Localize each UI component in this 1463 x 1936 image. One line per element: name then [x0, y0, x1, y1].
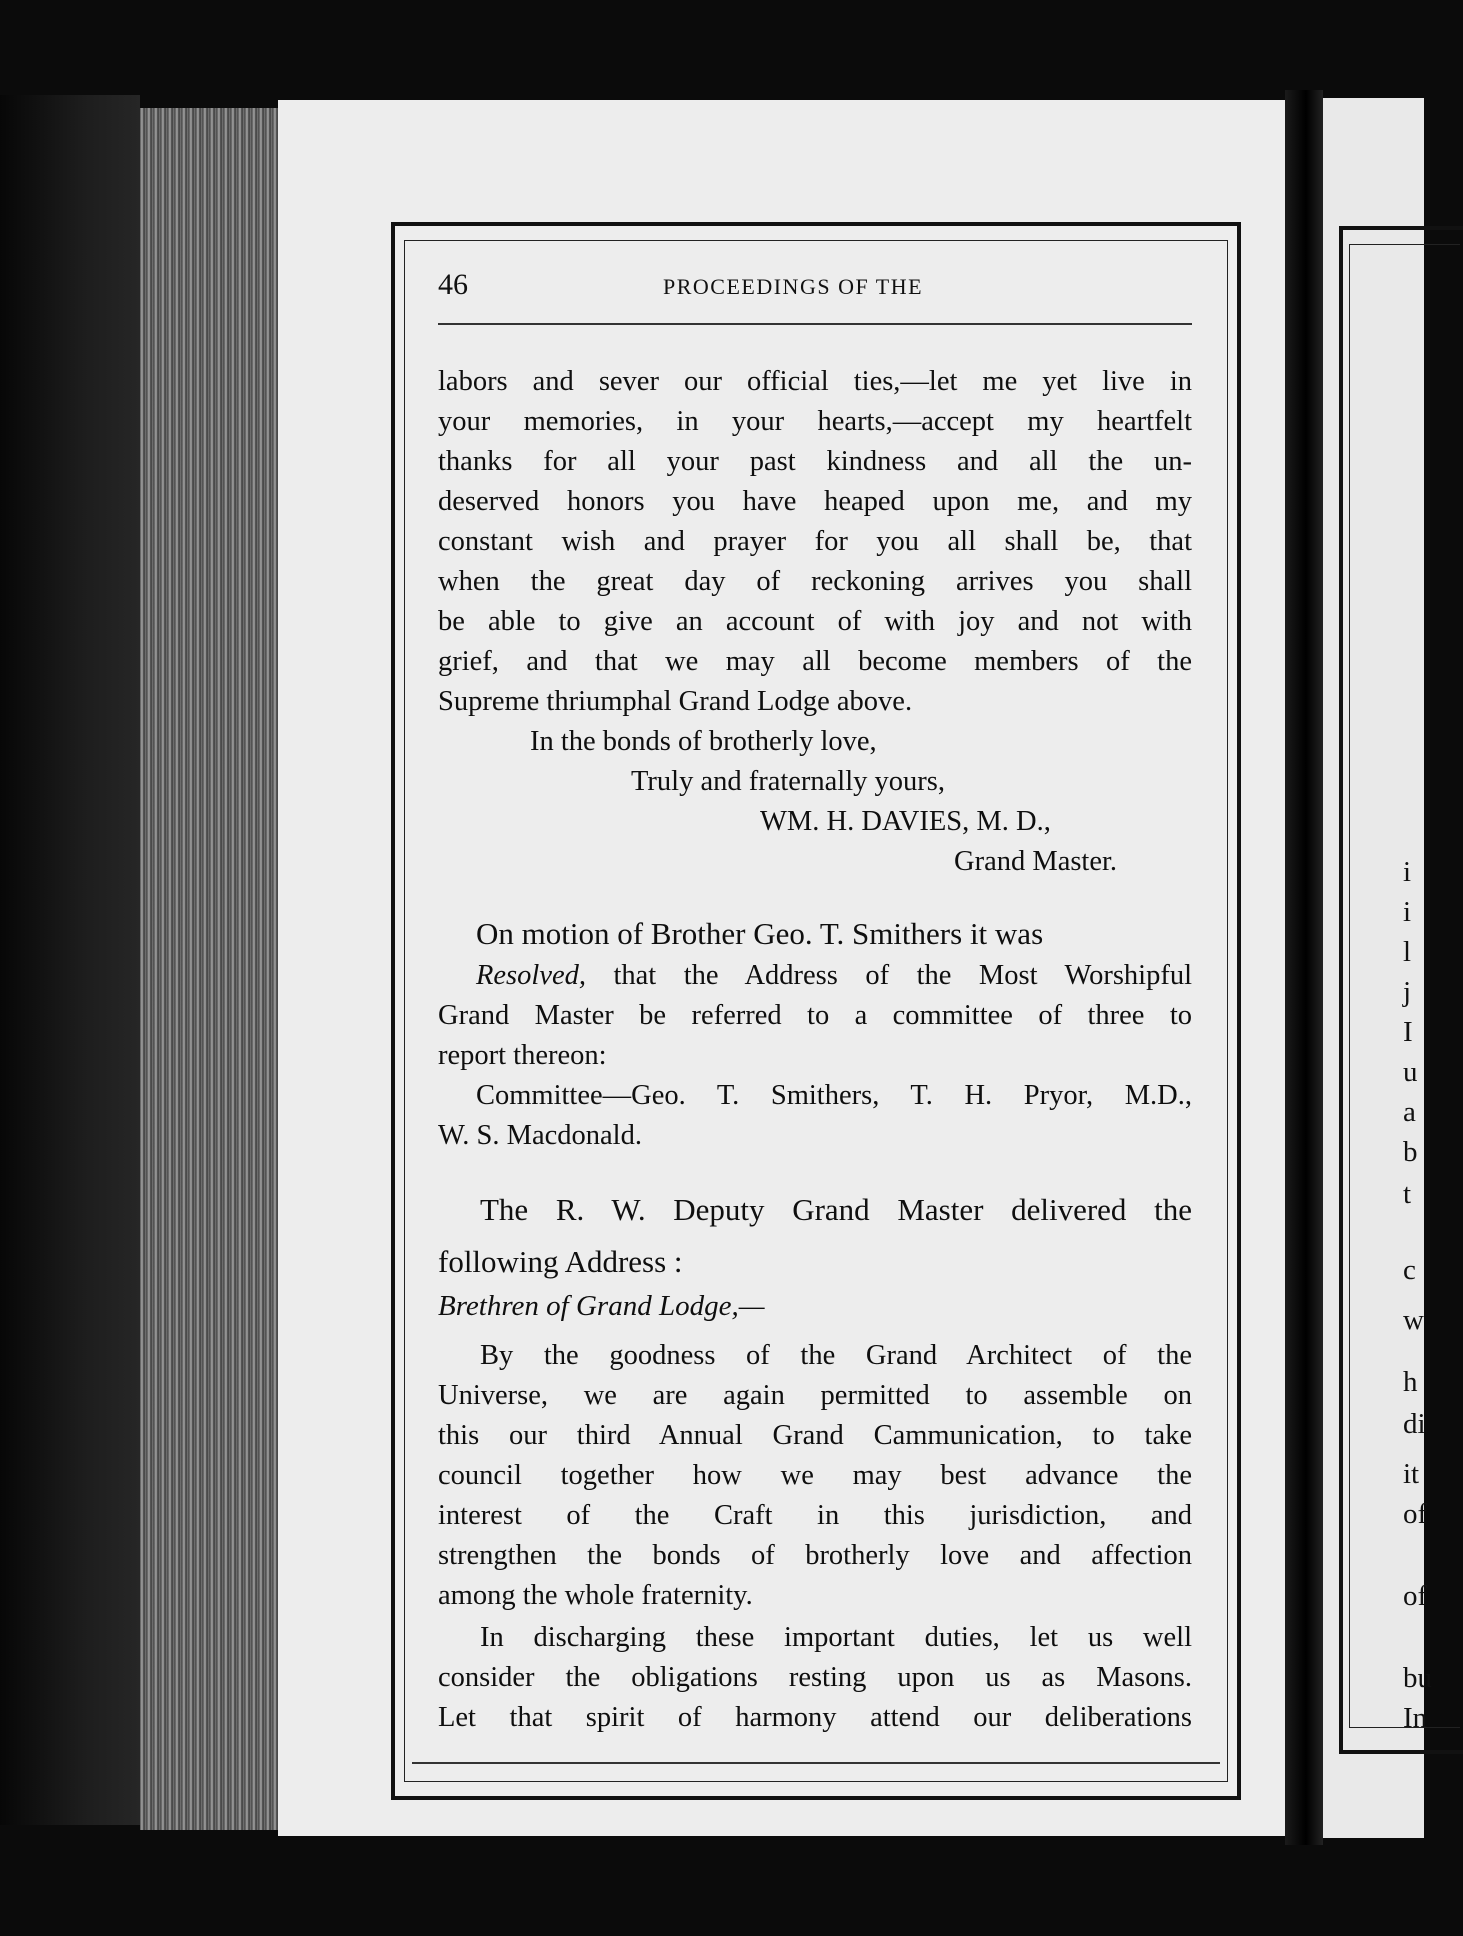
- facing-page-fragment: i: [1403, 896, 1412, 928]
- facing-page-fragment: di: [1403, 1408, 1426, 1440]
- facing-page-fragment: j: [1403, 976, 1412, 1008]
- text-line: By the goodness of the Grand Architect of the: [480, 1340, 1192, 1371]
- text-line: your memories, in your hearts,—accept my heartfelt: [438, 406, 1192, 437]
- resolved-word: Resolved,: [476, 960, 586, 991]
- facing-page-fragment: it: [1403, 1458, 1420, 1490]
- facing-page-fragment: of: [1403, 1498, 1428, 1530]
- resolved-text: that the Address of the Most Worshipful: [586, 960, 1192, 991]
- facing-page-fragment: I: [1403, 1016, 1413, 1048]
- committee-line: W. S. Macdonald.: [438, 1120, 642, 1151]
- facing-page-fragment: w: [1403, 1304, 1424, 1336]
- facing-page: [1323, 98, 1432, 1838]
- book-page-edges: [140, 108, 280, 1830]
- header-rule: [438, 323, 1192, 325]
- facing-page-fragment: u: [1403, 1056, 1418, 1088]
- facing-page-fragment: bu: [1403, 1662, 1432, 1694]
- text-line: when the great day of reckoning arrives you shall: [438, 566, 1192, 597]
- text-line: this our third Annual Grand Cammunication, to take: [438, 1420, 1192, 1451]
- text-line: thanks for all your past kindness and all the un-: [438, 446, 1192, 477]
- text-line: interest of the Craft in this jurisdiction, and: [438, 1500, 1192, 1531]
- book-spine-shadow: [0, 95, 140, 1825]
- text-line: Grand Master be referred to a committee of three to: [438, 1000, 1192, 1031]
- text-line: Supreme thriumphal Grand Lodge above.: [438, 686, 913, 717]
- bottom-rule: [412, 1762, 1220, 1764]
- facing-page-fragment: of: [1403, 1580, 1428, 1612]
- salutation: Brethren of Grand Lodge,—: [438, 1290, 765, 1322]
- facing-page-fragment: b: [1403, 1136, 1418, 1168]
- text-line: constant wish and prayer for you all shall be, that: [438, 526, 1192, 557]
- facing-page-fragment: t: [1403, 1178, 1412, 1210]
- facing-page-fragment: c: [1403, 1254, 1416, 1286]
- deputy-line: The R. W. Deputy Grand Master delivered the: [480, 1192, 1192, 1227]
- resolved-line: [476, 962, 1192, 991]
- valediction: Truly and fraternally yours,: [631, 766, 945, 797]
- deputy-line: following Address :: [438, 1244, 683, 1279]
- text-line: grief, and that we may all become members of the: [438, 646, 1192, 677]
- text-line: among the whole fraternity.: [438, 1580, 753, 1611]
- facing-page-fragment: In: [1403, 1702, 1428, 1734]
- motion-line: On motion of Brother Geo. T. Smithers it was: [476, 916, 1044, 951]
- text-line: deserved honors you have heaped upon me, and my: [438, 486, 1192, 517]
- text-line: strengthen the bonds of brotherly love and affection: [438, 1540, 1192, 1571]
- signature-title: Grand Master.: [954, 846, 1118, 877]
- text-line: report thereon:: [438, 1040, 607, 1071]
- facing-page-fragment: l: [1403, 936, 1412, 968]
- closing-line: In the bonds of brotherly love,: [530, 726, 877, 757]
- text-line: Universe, we are again permitted to assemble on: [438, 1380, 1192, 1411]
- page-header: [438, 268, 1198, 308]
- facing-page-fragment: i: [1403, 856, 1412, 888]
- text-line: consider the obligations resting upon us as Masons.: [438, 1662, 1192, 1693]
- text-line: In discharging these important duties, let us well: [480, 1622, 1192, 1653]
- signature-name: WM. H. DAVIES, M. D.,: [760, 806, 1051, 837]
- text-line: council together how we may best advance the: [438, 1460, 1192, 1491]
- committee-line: Committee—Geo. T. Smithers, T. H. Pryor, M.D.,: [476, 1080, 1192, 1111]
- text-line: Let that spirit of harmony attend our deliberations: [438, 1702, 1192, 1733]
- page-number: 46: [438, 268, 468, 301]
- facing-page-fragment: h: [1403, 1366, 1418, 1398]
- text-line: be able to give an account of with joy and not with: [438, 606, 1192, 637]
- text-line: labors and sever our official ties,—let me yet live in: [438, 366, 1192, 397]
- book-gutter: [1285, 90, 1323, 1845]
- running-head: PROCEEDINGS OF THE: [663, 274, 924, 299]
- facing-page-fragment: a: [1403, 1096, 1416, 1128]
